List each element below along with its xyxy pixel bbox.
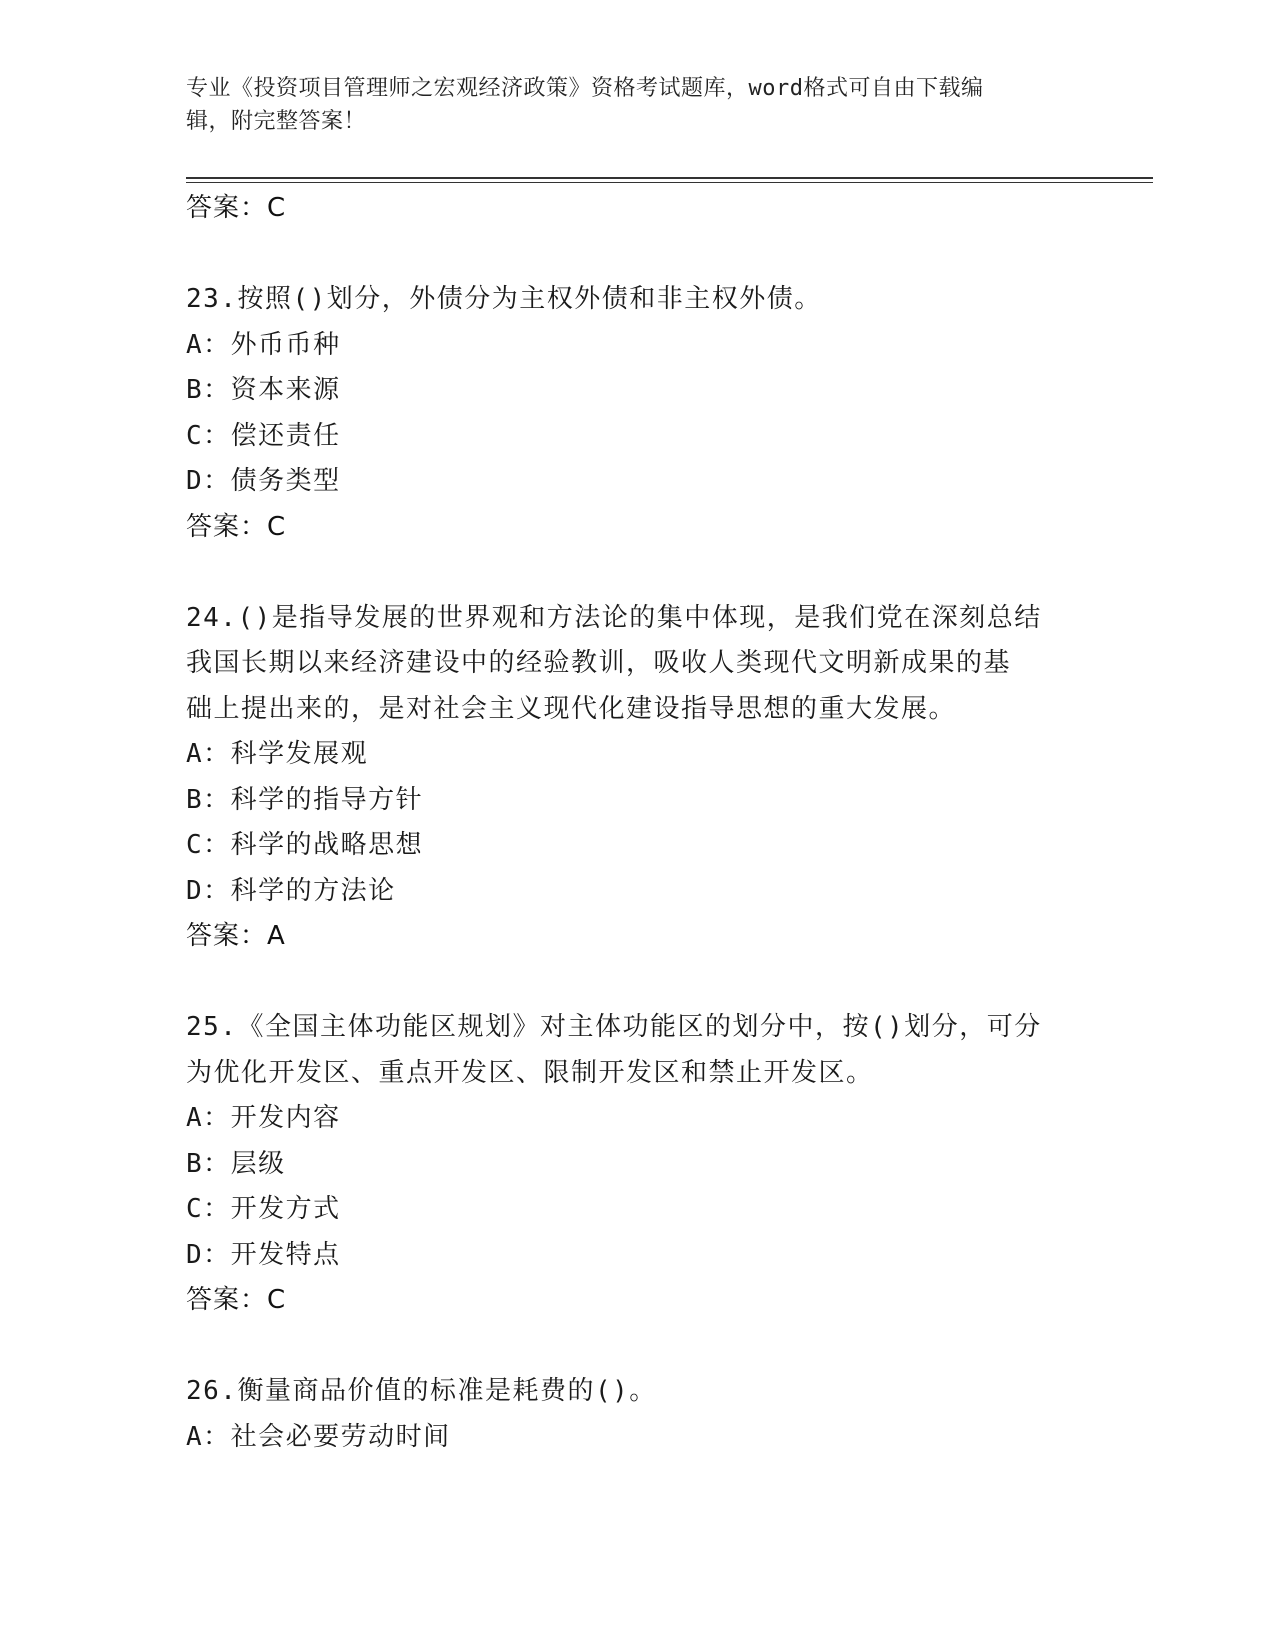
option-d: D：开发特点 (186, 1239, 341, 1270)
option-a: A：外币币种 (186, 329, 341, 360)
document-header (186, 72, 1076, 138)
header-rule-thin (186, 182, 1153, 183)
spacer (186, 232, 1086, 278)
question-26 (186, 1369, 1086, 1460)
option-b: B：资本来源 (186, 375, 341, 405)
answer-line: 答案：C (186, 511, 287, 542)
question-stem: 23.按照()划分，外债分为主权外债和非主权外债。 (186, 284, 822, 314)
question-stem: 础上提出来的，是对社会主义现代化建设指导思想的重大发展。 (186, 693, 957, 724)
spacer (186, 960, 1086, 1006)
header-line-1: 专业《投资项目管理师之宏观经济政策》资格考试题库，word格式可自由下载编 (186, 76, 984, 101)
option-d: D：科学的方法论 (186, 875, 396, 906)
question-25 (186, 1005, 1086, 1324)
question-list (186, 186, 1086, 1460)
option-a: A：开发内容 (186, 1103, 341, 1133)
question-stem: 24.()是指导发展的世界观和方法论的集中体现，是我们党在深刻总结 (186, 602, 1042, 633)
option-a: A：科学发展观 (186, 739, 369, 769)
question-stem: 我国长期以来经济建设中的经验教训，吸收人类现代文明新成果的基 (186, 648, 1012, 678)
option-b: B：层级 (186, 1148, 286, 1179)
option-c: C：科学的战略思想 (186, 830, 424, 860)
question-23 (186, 277, 1086, 550)
header-rule-thick (186, 177, 1153, 179)
option-b: B：科学的指导方针 (186, 784, 424, 815)
option-c: C：开发方式 (186, 1194, 341, 1224)
question-stem: 为优化开发区、重点开发区、限制开发区和禁止开发区。 (186, 1057, 874, 1088)
answer-line: 答案：C (186, 193, 287, 223)
spacer (186, 550, 1086, 596)
answer-line: 答案：A (186, 921, 286, 951)
answer-line: 答案：C (186, 1285, 287, 1315)
option-d: D：债务类型 (186, 466, 341, 496)
question-24 (186, 596, 1086, 960)
option-a: A：社会必要劳动时间 (186, 1421, 451, 1452)
question-stem: 25.《全国主体功能区规划》对主体功能区的划分中，按()划分，可分 (186, 1012, 1042, 1042)
question-stem: 26.衡量商品价值的标准是耗费的()。 (186, 1376, 657, 1406)
spacer (186, 1324, 1086, 1370)
header-line-2: 辑，附完整答案！ (186, 109, 367, 134)
option-c: C：偿还责任 (186, 420, 341, 451)
